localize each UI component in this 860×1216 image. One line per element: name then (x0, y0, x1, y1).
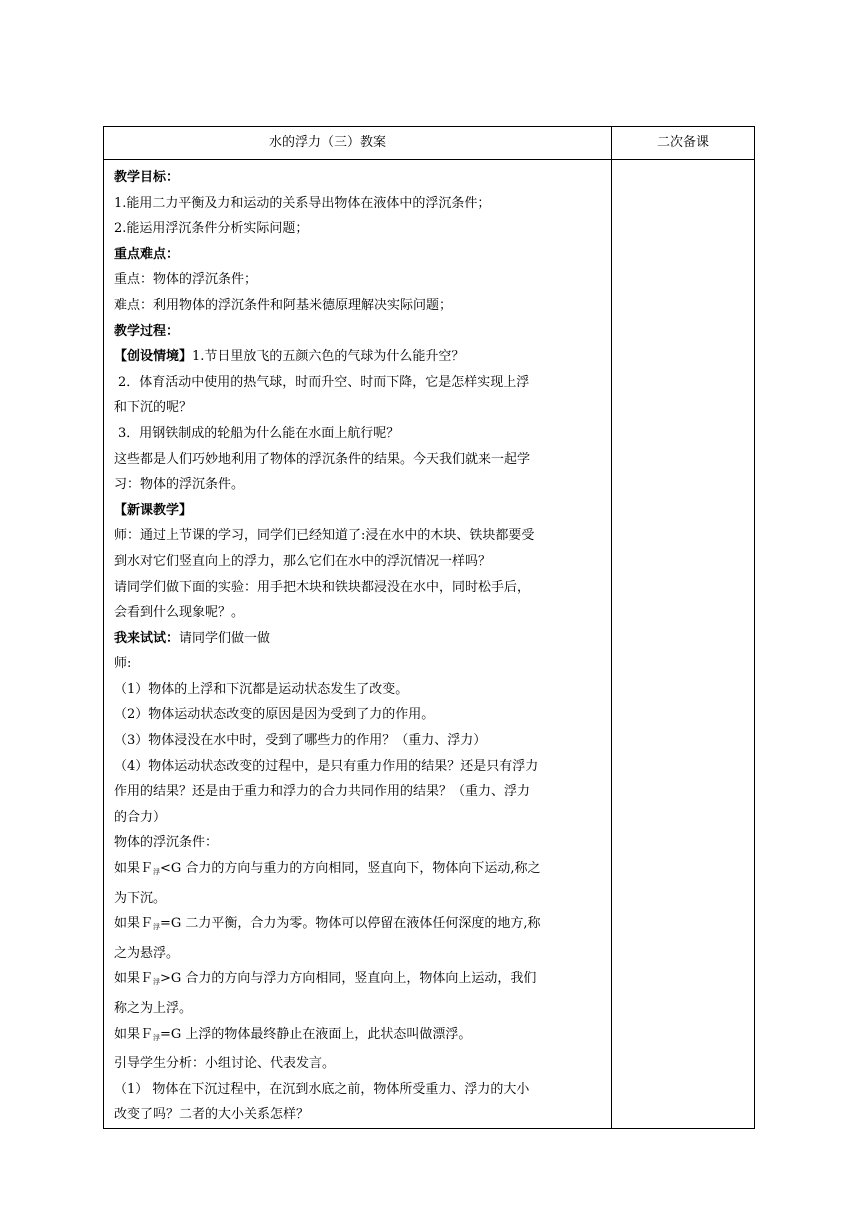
condition-relation: <G (160, 861, 182, 877)
secondary-prep-title: 二次备课 (612, 127, 755, 160)
buoyancy-subscript: 浮 (153, 1033, 161, 1042)
buoyancy-subscript: 浮 (153, 978, 161, 987)
lesson-title: 水的浮力（三）教案 (104, 127, 612, 160)
process-heading: 教学过程： (114, 323, 180, 339)
analysis-point: （4）物体运动状态改变的过程中，是只有重力作用的结果？还是只有浮力 (114, 758, 539, 774)
buoyancy-subscript: 浮 (153, 868, 161, 877)
difficulty-point: 难点：利用物体的浮沉条件和阿基米德原理解决实际问题； (114, 297, 453, 313)
condition-suspend-cont: 之为悬浮。 (114, 945, 180, 961)
condition-text: 合力的方向与重力的方向相同，竖直向下，物体向下运动,称之 (181, 861, 541, 877)
body-row (104, 160, 755, 1129)
condition-prefix: 如果Ｆ (114, 971, 154, 987)
lesson-plan-table (103, 126, 755, 1129)
condition-sink-cont: 为下沉。 (114, 890, 167, 906)
condition-rise-cont: 称之为上浮。 (114, 1001, 193, 1016)
new-lesson-heading: 【新课教学】 (114, 502, 193, 518)
condition-relation: =G (160, 1026, 182, 1042)
scenario-question: 1.节日里放飞的五颜六色的气球为什么能升空？ (192, 349, 465, 365)
condition-relation: >G (160, 971, 182, 987)
condition-rise (114, 966, 603, 996)
experiment-text-cont: 会看到什么现象呢？。 (114, 605, 245, 621)
discussion-question: （1） 物体在下沉过程中，在沉到水底之前，物体所受重力、浮力的大小 (114, 1081, 530, 1097)
condition-prefix: 如果Ｆ (114, 916, 154, 932)
condition-relation: =G (160, 916, 182, 932)
intro-text: 这些都是人们巧妙地利用了物体的浮沉条件的结果。今天我们就来一起学 (114, 451, 531, 467)
objective-item: 2.能运用浮沉条件分析实际问题； (114, 221, 309, 237)
condition-prefix: 如果Ｆ (114, 1026, 154, 1042)
teacher-text-cont: 到水对它们竖直向上的浮力，那么它们在水中的浮沉情况一样吗？ (114, 553, 492, 569)
guide-text: 引导学生分析：小组讨论、代表发言。 (114, 1056, 336, 1072)
header-row (104, 127, 755, 160)
try-text: 请同学们做一做 (179, 630, 271, 646)
secondary-prep-column (612, 160, 755, 1129)
condition-sink (114, 856, 603, 886)
try-heading: 我来试试： (114, 630, 180, 646)
condition-text: 上浮的物体最终静止在液面上，此状态叫做漂浮。 (181, 1026, 472, 1042)
scenario-question: 2．体育活动中使用的热气球，时而升空、时而下降，它是怎样实现上浮 (118, 374, 530, 390)
analysis-point: （2）物体运动状态改变的原因是因为受到了力的作用。 (114, 707, 435, 723)
lesson-content (104, 160, 612, 1129)
discussion-question-cont: 改变了吗？二者的大小关系怎样？ (114, 1107, 310, 1123)
analysis-point-cont: 作用的结果？还是由于重力和浮力的合力共同作用的结果？（重力、浮力 (114, 784, 531, 800)
teacher-label: 师: (114, 656, 132, 672)
key-difficulty-heading: 重点难点： (114, 246, 180, 262)
intro-text-cont: 习：物体的浮沉条件。 (114, 477, 245, 493)
condition-float (114, 1022, 603, 1052)
teacher-text: 师：通过上节课的学习，同学们已经知道了:浸在水中的木块、铁块都要受 (114, 528, 535, 544)
analysis-point: （1）物体的上浮和下沉都是运动状态发生了改变。 (114, 681, 409, 697)
objectives-heading: 教学目标： (114, 170, 180, 185)
analysis-point: （3）物体浸没在水中时，受到了哪些力的作用？（重力、浮力） (114, 733, 487, 749)
scenario-line (114, 344, 603, 370)
scenario-question: 3．用钢铁制成的轮船为什么能在水面上航行呢？ (118, 425, 400, 441)
scenario-question-cont: 和下沉的呢？ (114, 400, 193, 416)
try-line (114, 626, 603, 652)
condition-text: 二力平衡，合力为零。物体可以停留在液体任何深度的地方,称 (181, 916, 541, 932)
key-point: 重点：物体的浮沉条件； (114, 272, 258, 288)
experiment-text: 请同学们做下面的实验：用手把木块和铁块都浸没在水中，同时松手后， (114, 579, 531, 595)
scenario-heading: 【创设情境】 (114, 349, 193, 365)
condition-text: 合力的方向与浮力方向相同，竖直向上，物体向上运动，我们 (181, 971, 537, 987)
condition-suspend (114, 911, 603, 941)
conditions-heading: 物体的浮沉条件： (114, 835, 219, 851)
analysis-point-cont: 的合力） (114, 809, 167, 825)
condition-prefix: 如果Ｆ (114, 861, 154, 877)
buoyancy-subscript: 浮 (153, 923, 161, 932)
objective-item: 1.能用二力平衡及力和运动的关系导出物体在液体中的浮沉条件； (114, 195, 491, 211)
